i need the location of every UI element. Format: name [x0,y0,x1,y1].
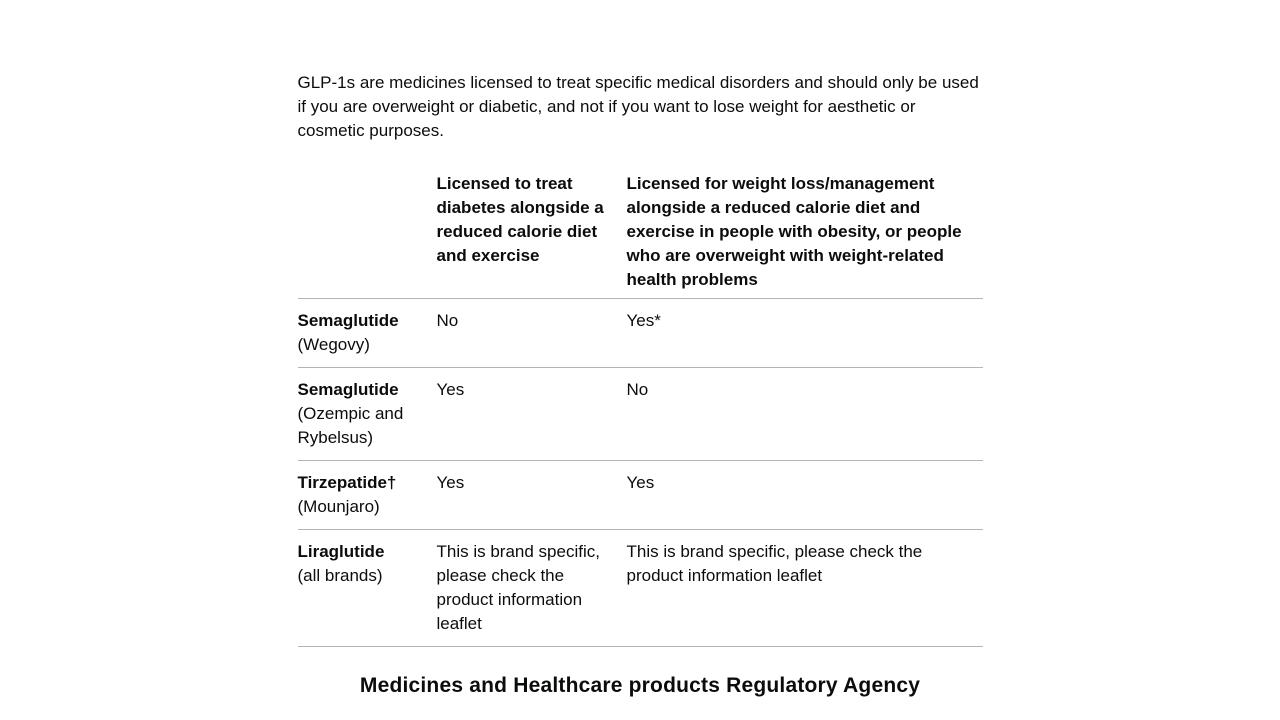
cell-weight-loss-value: Yes* [627,299,983,368]
table-row [298,299,983,368]
table-row [298,368,983,461]
table-row [298,461,983,530]
table-header-row [298,172,983,299]
column-header-weight-loss-license: Licensed for weight loss/management alongside a reduced calorie diet and exercise in people with obesity, or people who are overweight with weight-related health problems [627,172,983,299]
cell-weight-loss-value: No [627,368,983,461]
document-content [298,0,983,699]
row-header-tirzepatide [298,461,437,530]
glp1-comparison-table [298,172,983,647]
cell-weight-loss-value: This is brand specific, please check the product information leaflet [627,530,983,647]
cell-diabetes-value: Yes [437,461,627,530]
drug-brand: (Mounjaro) [297,497,380,516]
cell-diabetes-value: No [437,299,627,368]
column-header-diabetes-license: Licensed to treat diabetes alongside a reduced calorie diet and exercise [437,172,627,299]
drug-name: Semaglutide [297,311,399,330]
cell-diabetes-value: Yes [437,368,627,461]
column-header-drug [298,172,437,299]
cell-weight-loss-value: Yes [627,461,983,530]
intro-paragraph: GLP-1s are medicines licensed to treat specific medical disorders and should only be used if you are overweight or diabetic, and not if you want to lose weight for aesthetic or cosmetic purposes. [297,73,979,140]
agency-title: Medicines and Healthcare products Regulatory Agency [359,674,921,697]
table-row [298,530,983,647]
drug-name: Tirzepatide† [297,473,397,492]
drug-name: Liraglutide [297,542,385,561]
drug-brand: (Wegovy) [297,335,370,354]
row-header-semaglutide-ozempic [298,368,437,461]
drug-brand: (Ozempic and Rybelsus) [297,404,404,447]
drug-name: Semaglutide [297,380,399,399]
cell-diabetes-value: This is brand specific, please check the product information leaflet [437,530,627,647]
drug-brand: (all brands) [297,566,383,585]
row-header-liraglutide [298,530,437,647]
row-header-semaglutide-wegovy [298,299,437,368]
